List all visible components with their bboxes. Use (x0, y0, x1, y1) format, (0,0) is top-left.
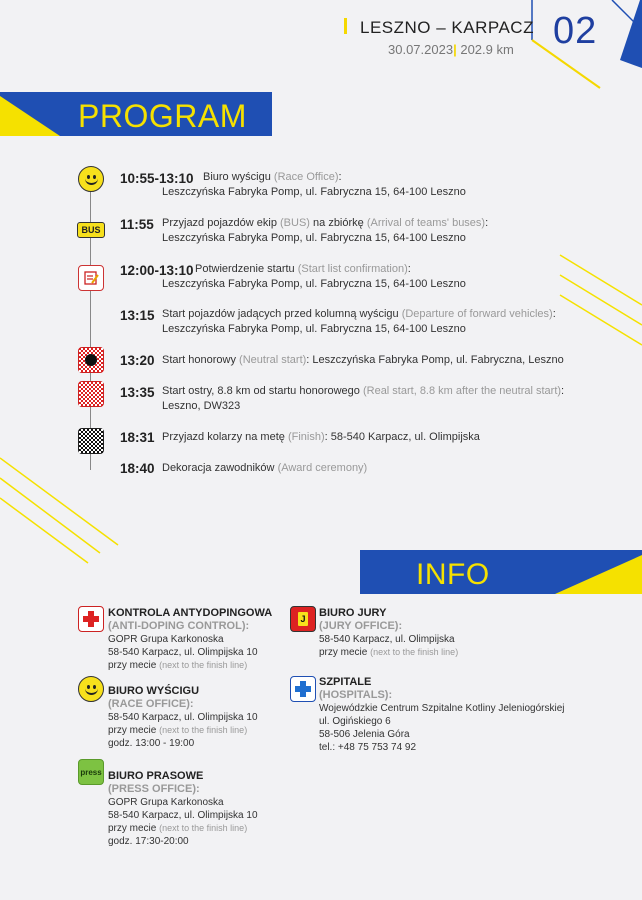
program-time: 12:00-13:10 (120, 263, 194, 278)
program-desc: Start pojazdów jadących przed kolumną wyścigu (Departure of forward vehicles): (162, 308, 556, 320)
program-time: 13:20 (120, 353, 155, 368)
program-location: Leszno, DW323 (162, 400, 241, 412)
info-sub-jury-office: (JURY OFFICE): (319, 620, 403, 632)
info-sub-race-office: (RACE OFFICE): (108, 698, 194, 710)
program-time: 13:15 (120, 308, 155, 323)
program-desc: Start honorowy (Neutral start): Leszczyńska Fabryka Pomp, ul. Fabryczna, Leszno (162, 354, 564, 366)
info-body-press-office: GOPR Grupa Karkonoska 58-540 Karpacz, ul. Olimpijska 10 przy mecie (next to the finish line) godz. 17:30-20:00 (108, 797, 258, 847)
info-title-press-office: BIURO PRASOWE (108, 770, 204, 782)
info-body-jury-office: 58-540 Karpacz, ul. Olimpijska przy mecie (next to the finish line) (319, 634, 459, 658)
program-location: Leszczyńska Fabryka Pomp, ul. Fabryczna 15, 64-100 Leszno (162, 278, 466, 290)
finish-flag-icon (78, 428, 104, 454)
program-location: Leszczyńska Fabryka Pomp, ul. Fabryczna 15, 64-100 Leszno (162, 186, 466, 198)
program-desc: Przyjazd kolarzy na metę (Finish): 58-540 Karpacz, ul. Olimpijska (162, 431, 480, 443)
info-sub-hospitals: (HOSPITALS): (319, 689, 393, 701)
info-title: INFO (416, 558, 490, 591)
info-title-jury-office: BIURO JURY (319, 607, 387, 619)
program-desc: Dekoracja zawodników (Award ceremony) (162, 462, 368, 474)
program-title: PROGRAM (78, 98, 247, 134)
info-body-hospitals: Wojewódzkie Centrum Szpitalne Kotliny Jeleniogórskiej ul. Ogińskiego 6 58-506 Jelenia Góra tel.: +48 75 753 74 92 (319, 703, 565, 753)
program-desc: Biuro wyścigu (Race Office): (203, 171, 342, 183)
blue-cross-icon (290, 676, 316, 702)
stage-distance: 202.9 km (460, 42, 514, 57)
header-accent (344, 18, 347, 34)
program-time: 18:31 (120, 430, 155, 445)
stage-route: LESZNO – KARPACZ (360, 18, 534, 37)
info-title-race-office: BIURO WYŚCIGU (108, 685, 200, 697)
program-time: 10:55-13:10 (120, 171, 194, 186)
clipboard-icon (78, 265, 104, 291)
red-cross-icon (78, 606, 104, 632)
program-location: Leszczyńska Fabryka Pomp, ul. Fabryczna 15, 64-100 Leszno (162, 323, 466, 335)
info-sub-antidoping: (ANTI-DOPING CONTROL): (108, 620, 250, 632)
program-desc: Przyjazd pojazdów ekip (BUS) na zbiórkę (Arrival of teams' buses): (162, 217, 489, 229)
program-location: Leszczyńska Fabryka Pomp, ul. Fabryczna 15, 64-100 Leszno (162, 232, 466, 244)
info-body-antidoping: GOPR Grupa Karkonoska 58-540 Karpacz, ul. Olimpijska 10 przy mecie (next to the finish line) (108, 634, 258, 671)
stage-number: 02 (553, 10, 598, 52)
bus-icon: BUS (77, 222, 105, 238)
stage-meta (388, 42, 514, 57)
info-sub-press-office: (PRESS OFFICE): (108, 783, 200, 795)
smiley-icon (78, 166, 104, 192)
program-time: 11:55 (120, 217, 154, 232)
meta-separator: | (453, 42, 457, 57)
info-body-race-office: 58-540 Karpacz, ul. Olimpijska 10 przy mecie (next to the finish line) godz. 13:00 - 19:00 (108, 712, 258, 749)
program-desc: Start ostry, 8.8 km od startu honorowego (Real start, 8.8 km after the neutral start): (162, 385, 565, 397)
program-desc: Potwierdzenie startu (Start list confirmation): (195, 263, 411, 275)
jury-icon: J (290, 606, 316, 632)
stage-date: 30.07.2023 (388, 42, 454, 57)
press-icon: press (78, 759, 104, 785)
program-time: 13:35 (120, 385, 155, 400)
real-start-flag-icon (78, 381, 104, 407)
info-title-hospitals: SZPITALE (319, 676, 372, 688)
program-time: 18:40 (120, 461, 155, 476)
smiley-icon (78, 676, 104, 702)
info-title-antidoping: KONTROLA ANTYDOPINGOWA (108, 607, 273, 619)
neutral-start-flag-icon (78, 347, 104, 373)
